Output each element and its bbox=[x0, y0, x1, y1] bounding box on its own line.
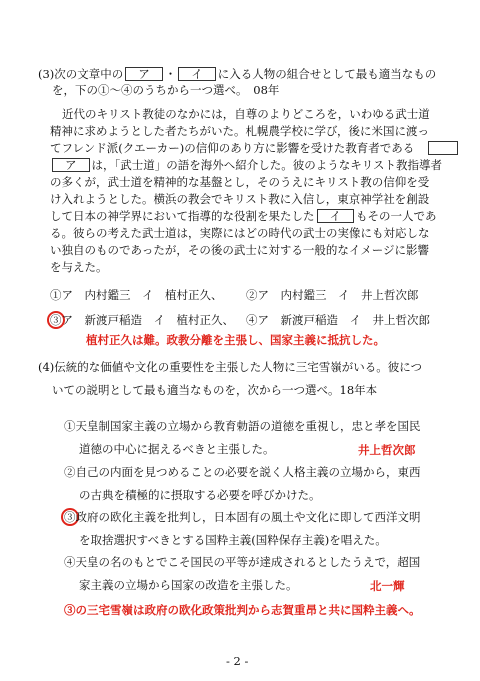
option-3-line-1: ③政府の欧化主義を批判し，日本固有の風土や文化に即して西洋文明 bbox=[64, 510, 421, 524]
option-1-line-2: 道徳の中心に据えるべきと主張した。 bbox=[79, 442, 275, 456]
q3-intro-line-1 bbox=[38, 67, 436, 81]
option-1-line-1: ①天皇制国家主義の立場から教育勅語の道徳を重視し，忠と孝を国民 bbox=[64, 419, 421, 433]
choice-3: ③ア 新渡戸稲造 イ 植村正久、 bbox=[50, 313, 234, 327]
passage-line: を与えた。 bbox=[50, 260, 108, 274]
passage-line: け入れようとした。横浜の教会でキリスト教に入信し，東京神学社を創設 bbox=[50, 192, 430, 206]
option-4-line-1: ④天皇の名のもとでこそ国民の平等が達成されるとしたうえで，超国 bbox=[64, 555, 421, 569]
passage-line: 近代のキリスト教徒のなかには，自尊のよりどころを，いわゆる武士道 bbox=[62, 107, 430, 121]
option-3-line-2: を取捨選択すべきとする国粋主義(国粋保存主義)を唱えた。 bbox=[79, 533, 387, 547]
q3-answer-note: 植村正久は難。政教分離を主張し、国家主義に抵抗した。 bbox=[86, 333, 385, 347]
q4-intro-line-1: (4)伝統的な価値や文化の重要性を主張した人物に三宅雪嶺がいる。彼につ bbox=[38, 360, 423, 374]
blank-box-i: イ bbox=[178, 67, 216, 81]
blank-box-a: ア bbox=[125, 67, 163, 81]
passage-line: てフレンド派(クエーカー)の信仰のあり方に影響を受けた教育者である bbox=[50, 141, 415, 155]
blank-box-i-in-text: イ bbox=[317, 209, 355, 223]
option-1-note: 井上哲次郎 bbox=[358, 443, 416, 457]
mid-dot: ・ bbox=[164, 67, 177, 81]
q3-intro-line-2 bbox=[52, 83, 279, 97]
q4-intro-line-2: いての説明として最も適当なものを，次から一つ選べ。18年本 bbox=[52, 383, 378, 397]
blank-box-a-tail bbox=[428, 141, 458, 155]
choice-4: ④ア 新渡戸稲造 イ 井上哲次郎 bbox=[246, 313, 430, 327]
q3-year: 08年 bbox=[253, 83, 280, 97]
passage-text: は，「武士道」の語を海外へ紹介した。彼のようなキリスト教指導者 bbox=[91, 158, 443, 172]
passage-line: る。彼らの考えた武士道は，実際にはどの時代の武士の実像にも対応しな bbox=[50, 226, 430, 240]
choice-1: ①ア 内村鑑三 イ 植村正久、 bbox=[50, 288, 223, 302]
option-2-line-2: の古典を積極的に摂取する必要を呼びかけた。 bbox=[79, 488, 321, 502]
option-4-line-2: 家主義の立場から国家の改造を主張した。 bbox=[79, 578, 298, 592]
passage-line: の多くが，武士道を精神的な基盤とし，そのうえにキリスト教の信仰を受 bbox=[50, 175, 430, 189]
passage-line-with-box bbox=[50, 209, 437, 223]
passage-text: もその一人であ bbox=[356, 209, 437, 223]
passage-line-with-box bbox=[50, 158, 442, 172]
passage-text: して日本の神学界において指導的な役割を果たした bbox=[50, 209, 315, 223]
passage-line: 精神に求めようとした者たちがいた。札幌農学校に学び，後に米国に渡っ bbox=[50, 124, 430, 138]
choice-2: ②ア 内村鑑三 イ 井上哲次郎 bbox=[246, 288, 419, 302]
q4-answer-note: ③の三宅雪嶺は政府の欧化政策批判から志賀重昂と共に国粋主義へ。 bbox=[64, 603, 421, 617]
q3-intro-text-2: に入る人物の組合せとして最も適当なもの bbox=[217, 67, 437, 81]
q3-intro-text-3: を，下の①～④のうちから一つ選べ。 bbox=[52, 83, 242, 97]
option-2-line-1: ②自己の内面を見つめることの必要を説く人格主義の立場から，東西 bbox=[64, 465, 421, 479]
blank-box-a-in-text: ア bbox=[52, 158, 90, 172]
option-4-note: 北一輝 bbox=[370, 579, 405, 593]
page-number: - 2 - bbox=[226, 654, 249, 668]
q3-intro-text: (3)次の文章中の bbox=[38, 67, 124, 81]
passage-line: い独自のものであったが，その後の武士に対する一般的なイメージに影響 bbox=[50, 243, 430, 257]
